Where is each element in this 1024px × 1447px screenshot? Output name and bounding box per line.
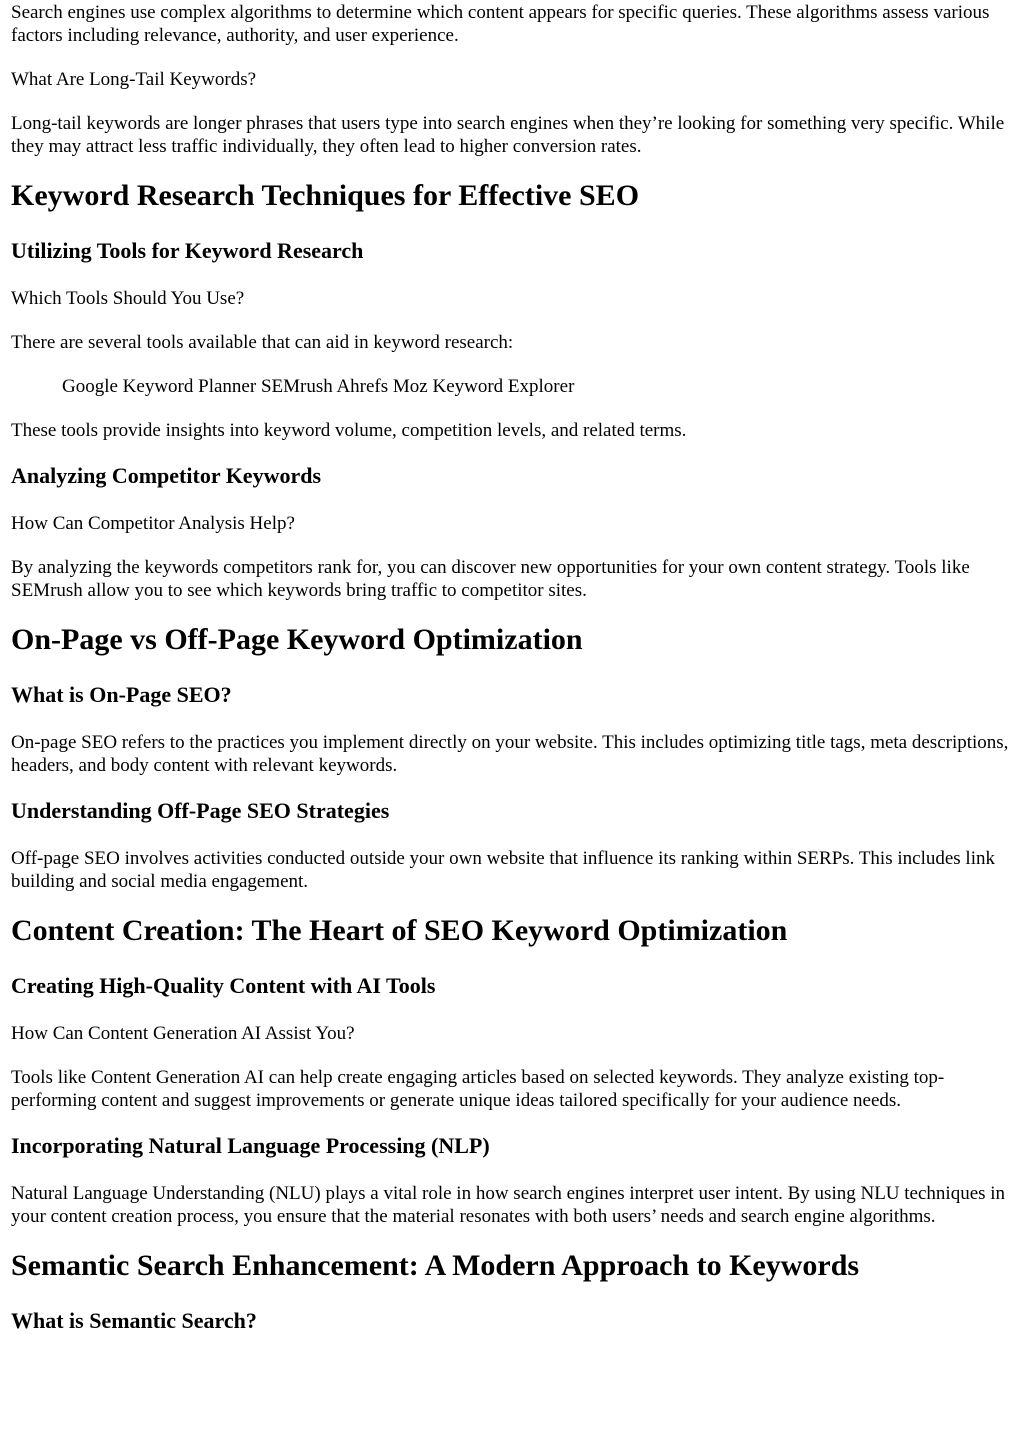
semantic-search-subheading: What is Semantic Search? (11, 1308, 257, 1333)
tools-outro: These tools provide insights into keyword volume, competition levels, and related terms. (11, 420, 687, 441)
semantic-search-heading: Semantic Search Enhancement: A Modern Approach to Keywords (11, 1249, 860, 1282)
competitor-subheading: Analyzing Competitor Keywords (11, 463, 322, 488)
longtail-question: What Are Long-Tail Keywords? (11, 69, 257, 90)
tool-item: Ahrefs (336, 376, 389, 397)
ai-question: How Can Content Generation AI Assist You? (11, 1023, 355, 1044)
tools-subheading: Utilizing Tools for Keyword Research (11, 238, 364, 263)
keyword-research-heading: Keyword Research Techniques for Effective SEO (11, 179, 640, 212)
tool-item: Google Keyword Planner (62, 376, 257, 397)
tool-item: SEMrush (260, 376, 333, 397)
tools-list (11, 375, 1013, 398)
competitor-question: How Can Competitor Analysis Help? (11, 513, 295, 534)
onpage-paragraph: On-page SEO refers to the practices you implement directly on your website. This includes optimizing title tags, meta descriptions, headers, and body content with relevant keywords. (11, 732, 1009, 776)
tools-question: Which Tools Should You Use? (11, 288, 245, 309)
offpage-subheading: Understanding Off-Page SEO Strategies (11, 798, 390, 823)
competitor-paragraph: By analyzing the keywords competitors rank for, you can discover new opportunities for your own content strategy. Tools like SEMrush allow you to see which keywords bring traffic to competitor sites. (11, 557, 970, 601)
article (0, 1, 1024, 1334)
nlp-subheading: Incorporating Natural Language Processing (NLP) (11, 1133, 490, 1158)
ai-tools-subheading: Creating High-Quality Content with AI Tools (11, 973, 436, 998)
intro-paragraph: Search engines use complex algorithms to determine which content appears for specific queries. These algorithms assess various factors including relevance, authority, and user experience. (11, 2, 990, 46)
tools-intro: There are several tools available that can aid in keyword research: (11, 332, 514, 353)
content-creation-heading: Content Creation: The Heart of SEO Keyword Optimization (11, 914, 788, 947)
longtail-paragraph: Long-tail keywords are longer phrases that users type into search engines when they’re looking for something very specific. While they may attract less traffic individually, they often lead to higher conversion rates. (11, 113, 1005, 157)
nlp-paragraph: Natural Language Understanding (NLU) plays a vital role in how search engines interpret user intent. By using NLU techniques in your content creation process, you ensure that the material resonates with both users’ needs and search engine algorithms. (11, 1183, 1006, 1227)
tool-item: Moz Keyword Explorer (392, 376, 575, 397)
ai-paragraph: Tools like Content Generation AI can help create engaging articles based on selected keywords. They analyze existing top-performing content and suggest improvements or generate unique ideas tailored specifically for your audience needs. (11, 1067, 945, 1111)
offpage-paragraph: Off-page SEO involves activities conducted outside your own website that influence its ranking within SERPs. This includes link building and social media engagement. (11, 848, 995, 892)
onpage-subheading: What is On-Page SEO? (11, 682, 232, 707)
onpage-offpage-heading: On-Page vs Off-Page Keyword Optimization (11, 623, 583, 656)
